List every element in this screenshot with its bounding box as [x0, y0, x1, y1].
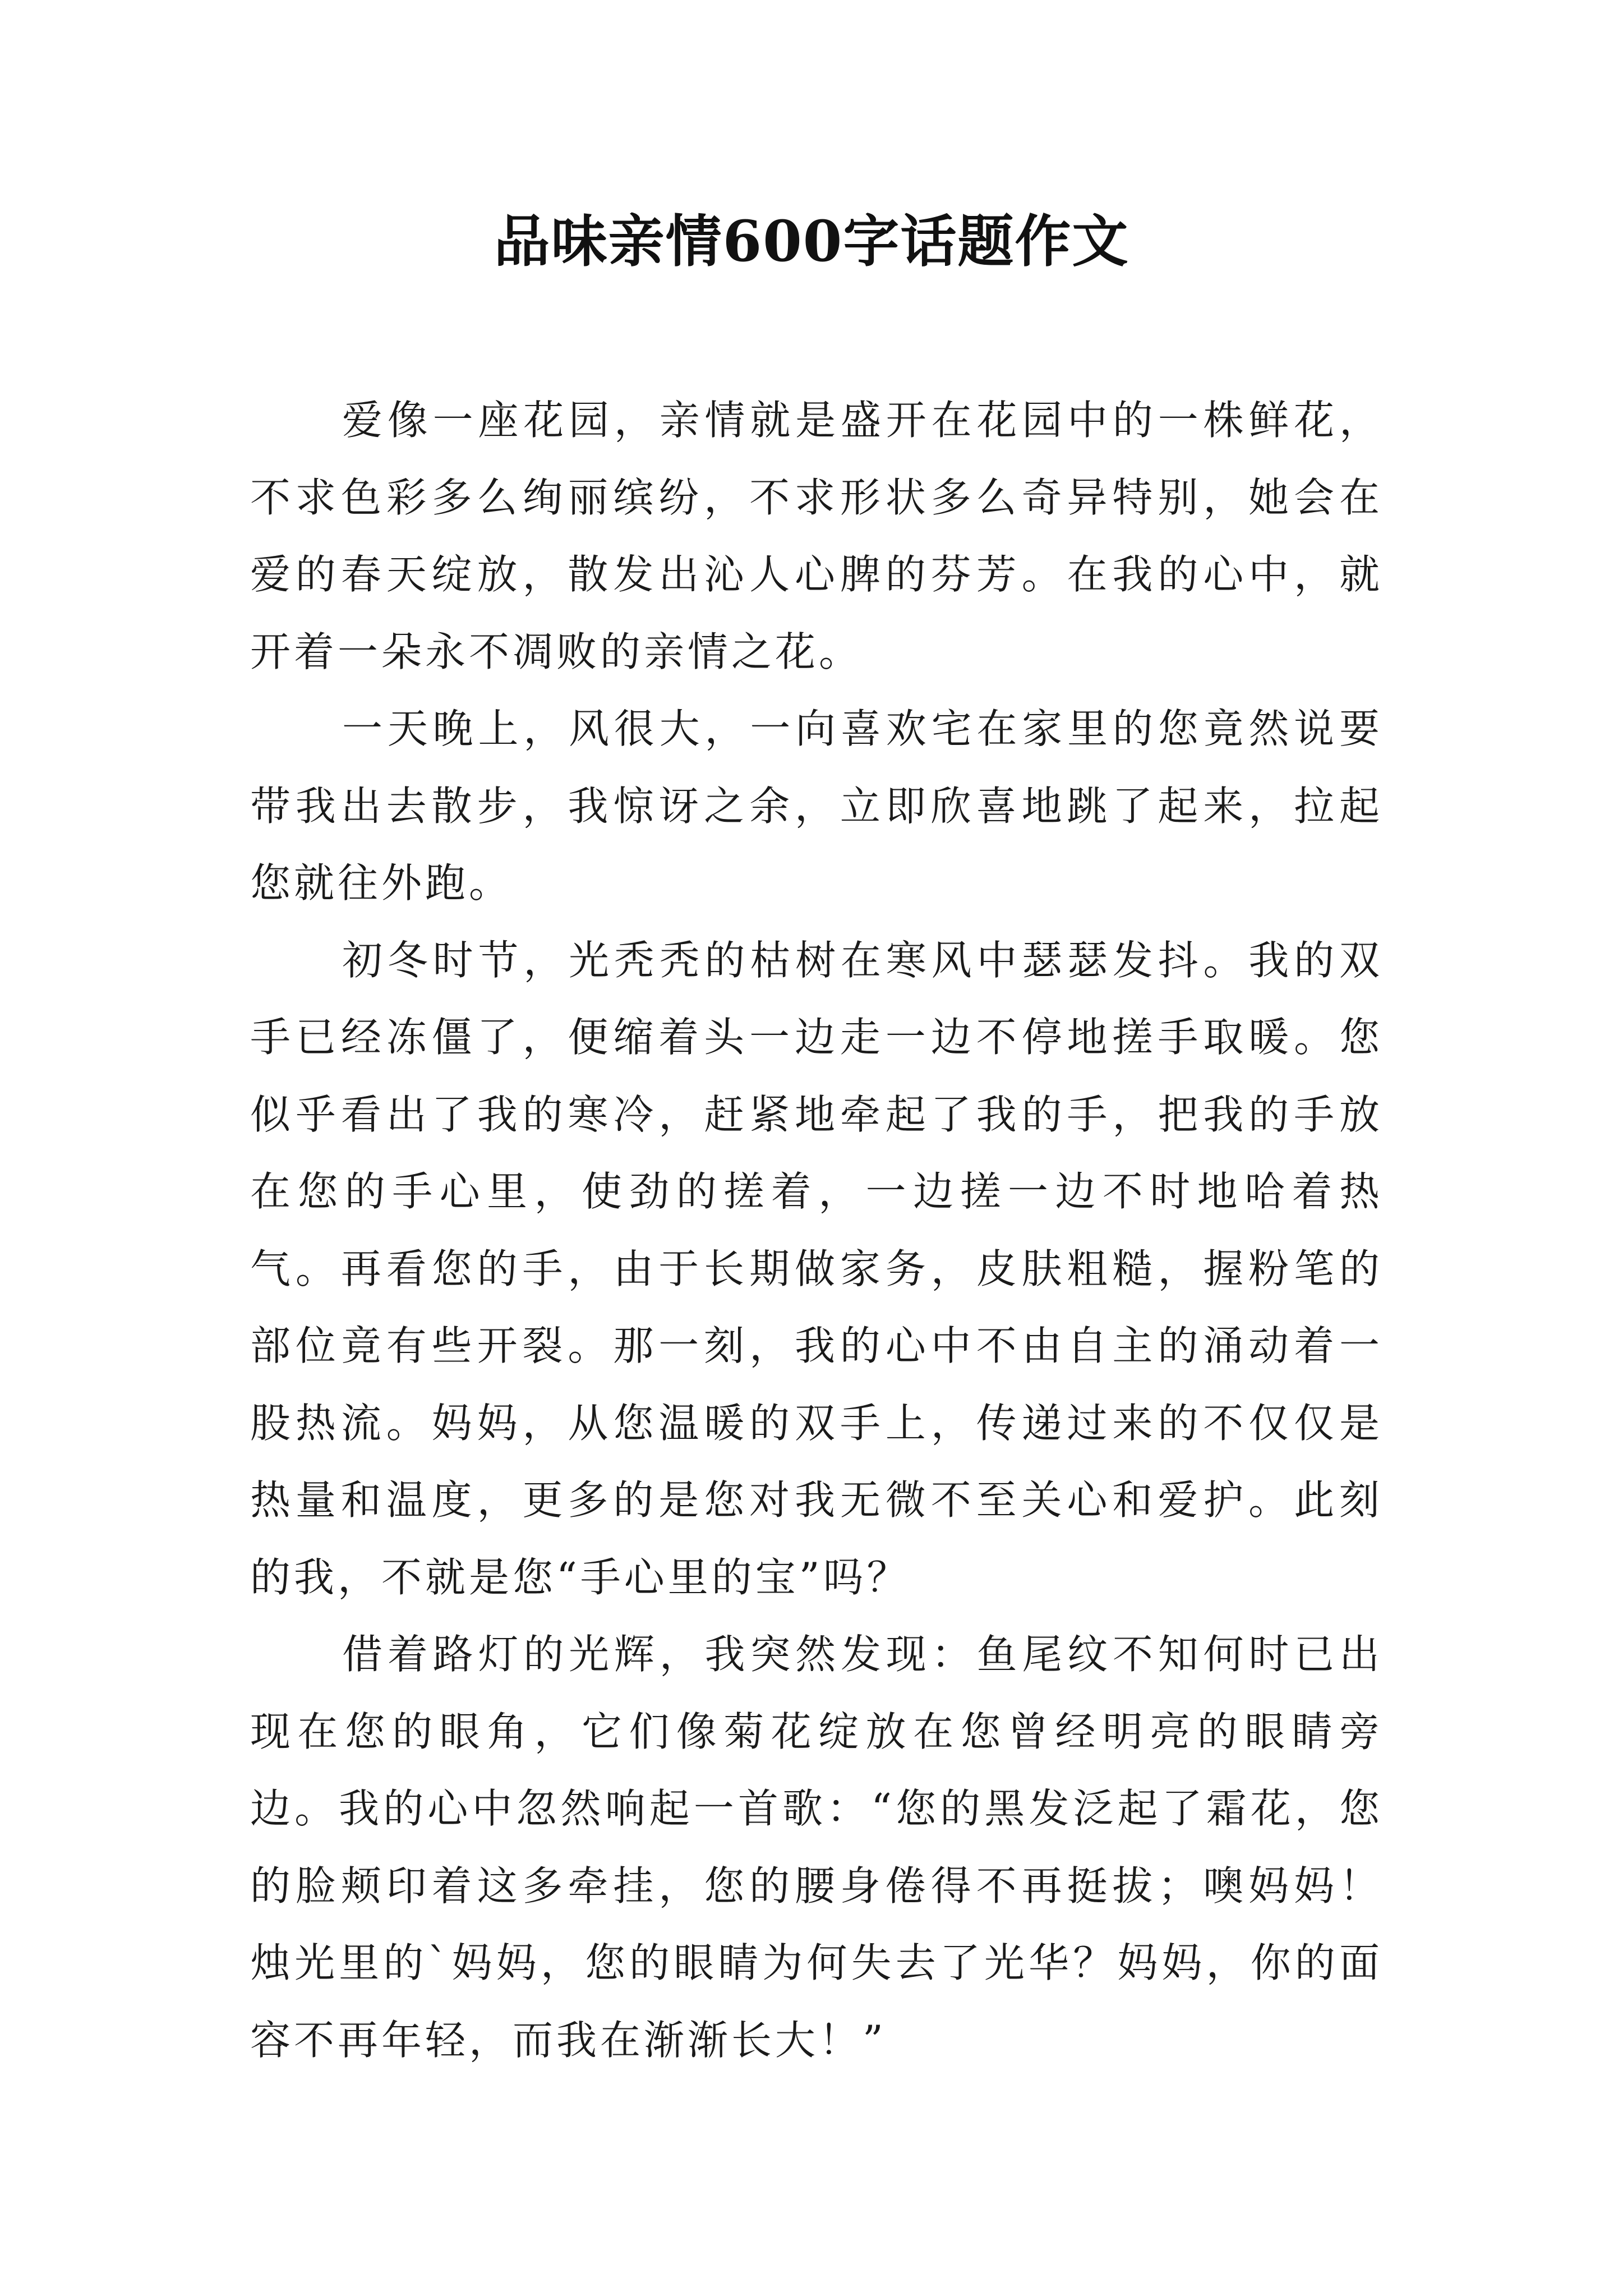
paragraph-4: 借着路灯的光辉，我突然发现：鱼尾纹不知何时已出现在您的眼角，它们像菊花绽放在您曾经明亮的眼睛旁边。我的心中忽然响起一首歌：“您的黑发泛起了霜花，您的脸颊印着这多牵挂，您的腰身倦得不再挺拔；噢妈妈！烛光里的`妈妈，您的眼睛为何失去了光华？妈妈，你的面容不再年轻，而我在渐渐长大！”	[250, 1631, 1383, 2064]
paragraph-2: 一天晚上，风很大，一向喜欢宅在家里的您竟然说要带我出去散步，我惊讶之余，立即欣喜地跳了起来，拉起您就往外跑。	[250, 705, 1383, 907]
paragraph-1: 爱像一座花园，亲情就是盛开在花园中的一株鲜花，不求色彩多么绚丽缤纷，不求形状多么奇异特别，她会在爱的春天绽放，散发出沁人心脾的芬芳。在我的心中，就开着一朵永不凋败的亲情之花。	[250, 397, 1383, 675]
document-title: 品味亲情600字话题作文	[494, 208, 1129, 274]
document-body	[250, 382, 1383, 2079]
paragraph-3: 初冬时节，光秃秃的枯树在寒风中瑟瑟发抖。我的双手已经冻僵了，便缩着头一边走一边不停地搓手取暖。您似乎看出了我的寒冷，赶紧地牵起了我的手，把我的手放在您的手心里，使劲的搓着，一边搓一边不时地哈着热气。再看您的手，由于长期做家务，皮肤粗糙，握粉笔的部位竟有些开裂。那一刻，我的心中不由自主的涌动着一股热流。妈妈，从您温暖的双手上，传递过来的不仅仅是热量和温度，更多的是您对我无微不至关心和爱护。此刻的我，不就是您“手心里的宝”吗？	[250, 936, 1383, 1601]
